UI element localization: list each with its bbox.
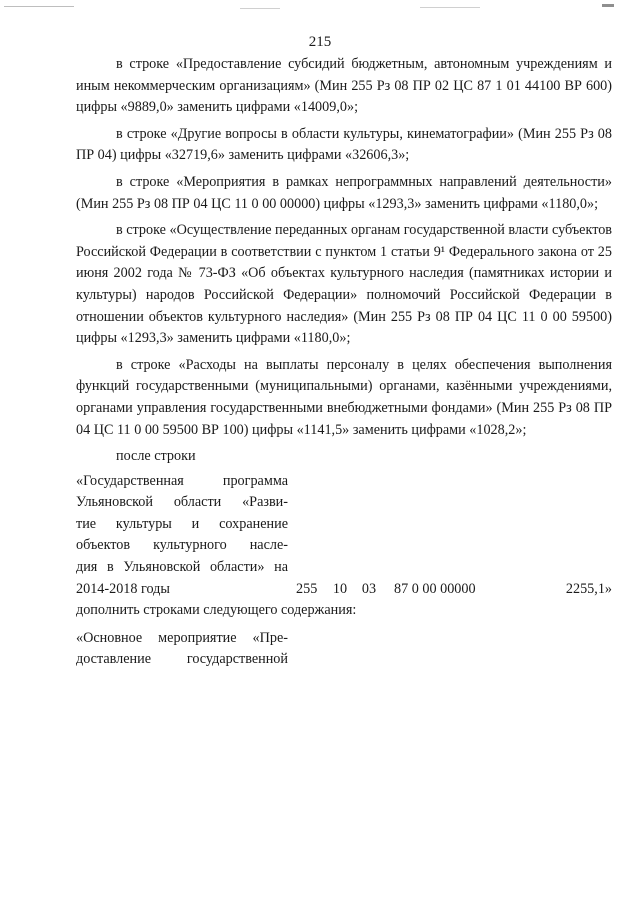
scan-artifact xyxy=(240,8,280,9)
document-body xyxy=(76,54,612,671)
program-name-line: Ульяновской области «Разви- xyxy=(76,494,288,511)
program-row xyxy=(76,471,612,601)
paragraph-subsidies: в строке «Предоставление субсидий бюджетным, автономным учреждениям и иным некоммерческим организациям» (Мин 255 Рз 08 ПР 02 ЦС 87 1 01 44100 ВР 600) цифры «9889,0» заменить цифрами «14009,0»; xyxy=(76,56,612,116)
page-number: 215 xyxy=(308,34,332,50)
scan-artifact xyxy=(602,4,614,7)
program-name-line: «Государственная программа xyxy=(76,472,288,489)
program-name-line: тие культуры и сохранение xyxy=(76,515,288,532)
paragraph-delegated-powers: в строке «Осуществление переданных органам государственной власти субъектов Российской Федерации в соответствии с пунктом 1 статьи 9¹ Федерального закона от 25 июня 2002 года № 73-ФЗ «Об объектах культурного наследия (памятниках истории и культуры) народов Российской Федерации» полномочий Российской Федерации в отношении объектов культурного наследия» (Мин 255 Рз 08 ПР 04 ЦС 11 0 00 59500) цифры «1293,3» заменить цифрами «1180,0»; xyxy=(76,222,612,347)
program-name-last-line: 2014-2018 годы xyxy=(76,580,170,597)
program-cs-code: 87 0 00 00000 xyxy=(394,580,476,597)
program-row-name xyxy=(76,471,288,579)
paragraph-nonprogram-activities: в строке «Мероприятия в рамках непрограммных направлений деятельности» (Мин 255 Рз 08 ПР 04 ЦС 11 0 00 00000) цифры «1293,3» заменить цифрами «1180,0»; xyxy=(76,173,612,212)
program-min-code: 255 xyxy=(296,580,318,597)
program-pr-code: 03 xyxy=(361,580,377,597)
scan-artifact xyxy=(4,6,74,7)
program-sum: 2255,1» xyxy=(565,580,612,597)
supplement-text: дополнить строками следующего содержания: xyxy=(76,602,357,619)
program-row-values xyxy=(76,579,612,601)
program-rz-code: 10 xyxy=(332,580,348,597)
new-row-name xyxy=(76,628,288,671)
program-name-line: дия в Ульяновской области» на xyxy=(76,559,288,576)
paragraph-personnel-payments: в строке «Расходы на выплаты персоналу в целях обеспечения выполнения функций государственными (муниципальными) органами, казёнными учреждениями, органами управления государственными внебюджетными фондами» (Мин 255 Рз 08 ПР 04 ЦС 11 0 00 59500 ВР 100) цифры «1141,5» заменить цифрами «1028,2»; xyxy=(76,356,612,438)
new-row-line: доставление государственной xyxy=(76,651,288,668)
after-row-label: после строки xyxy=(116,448,196,465)
new-row-line: «Основное мероприятие «Пре- xyxy=(76,629,288,646)
program-name-line: объектов культурного насле- xyxy=(76,537,288,554)
paragraph-culture-questions: в строке «Другие вопросы в области культуры, кинематографии» (Мин 255 Рз 08 ПР 04) цифры «32719,6» заменить цифрами «32606,3»; xyxy=(76,125,612,164)
scan-artifact xyxy=(420,7,480,8)
